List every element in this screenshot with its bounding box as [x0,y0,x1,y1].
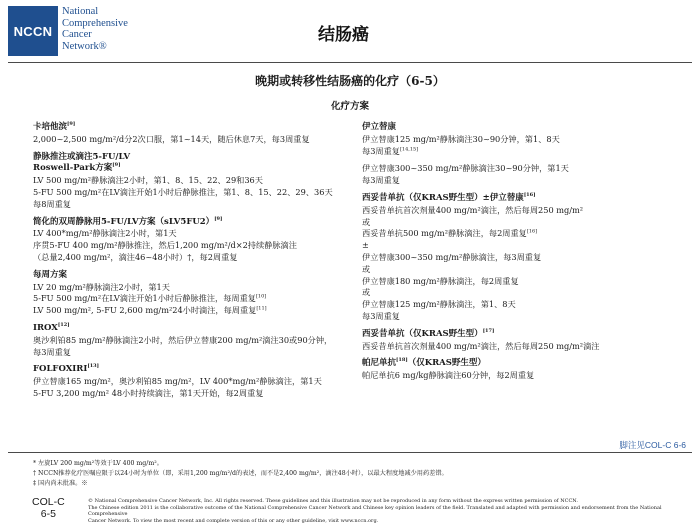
page-label-line: 6-5 [40,507,56,520]
regimen-line [33,347,348,359]
regimen-line [362,370,682,382]
regimen-line [33,240,348,252]
regimen-block [33,122,348,146]
regimen-block [362,122,682,187]
regimen-heading [33,163,348,175]
line-text: LV 500 mg/m², 5-FU 2,600 mg/m²24小时滴注，每周重复 [33,305,257,316]
reference-superscript: [9] [67,121,76,128]
reference-superscript: [11] [256,305,267,312]
regimen-line [33,305,348,317]
regimen-heading [33,122,348,134]
reference-superscript: [9] [112,162,121,169]
line-text: 每8周重复 [33,198,71,209]
line-text: 静脉推注或滴注5-FU/LV [33,151,131,162]
regimen-block [33,217,348,264]
line-text: 帕尼单抗 [362,358,397,369]
regimen-line [33,252,348,264]
copyright-notice [88,498,688,524]
regimen-block [33,152,348,211]
line-text: ± [362,240,369,251]
regimen-line [33,175,348,187]
line-text-tail: （仅KRAS野生型） [407,358,486,369]
line-text: LV 500 mg/m²静脉滴注2小时，第1、8、15、22、29和36天 [33,175,263,186]
line-text: 或 [362,287,371,298]
regimen-line [362,264,682,276]
regimen-line [33,293,348,305]
regimen-heading [362,329,682,341]
line-text: 每3周重复 [362,175,400,186]
page-label-line: COL-C [32,496,65,508]
line-text: 伊立替康125 mg/m²静脉滴注，第1、8天 [362,299,516,310]
line-text: （总量2,400 mg/m²，滴注46~48小时）†，每2周重复 [33,251,238,262]
line-text: 每3周重复 [33,346,71,357]
line-text: 或 [362,216,371,227]
reference-superscript: [14,15] [399,145,419,152]
regimen-heading [362,122,682,134]
line-text: 序贯5-FU 400 mg/m²静脉推注，然后1,200 mg/m²/d×2持续静脉滴注 [33,240,297,251]
line-text: 西妥昔单抗首次剂量400 mg/m²滴注，然后每周250 mg/m²滴注 [362,340,600,351]
page-number [32,497,65,520]
regimen-line [362,341,682,353]
logo-mark: NCCN [8,6,58,56]
line-text: Roswell-Park方案 [33,163,113,174]
regimen-line [33,376,348,388]
regimen-block [33,270,348,317]
line-text: 西妥昔单抗（仅KRAS野生型）±伊立替康 [362,192,524,203]
line-text: IROX [33,322,58,333]
regimen-heading [33,152,348,164]
regimen-heading [362,358,682,370]
footnote-link[interactable]: 脚注见COL-C 6-6 [619,440,686,450]
reference-superscript: [9] [214,215,223,222]
line-text: 或 [362,263,371,274]
line-text: 5-FU 3,200 mg/m² 48小时持续滴注，第1天开始，每2周重复 [33,387,264,398]
logo-line: Comprehensive [62,17,128,29]
logo-line: National [62,6,99,17]
left-column [33,122,348,406]
line-text: 伊立替康300~350 mg/m²静脉滴注30~90分钟，第1天 [362,163,569,174]
line-text: 5-FU 500 mg/m²在LV滴注开始1小时后静脉推注，第1、8、15、22、29、36天 [33,186,333,197]
copyright-line: © National Comprehensive Cancer Network, Inc. All rights reserved. These guidelines and this illustration may not be reproduced in any form without the express written permission of NCCN. [88,498,578,504]
regimen-line [33,388,348,400]
nccn-logo [8,6,154,56]
logo-wordmark [58,6,128,56]
regimen-block [362,329,682,353]
header-divider [8,62,692,63]
regimen-line [362,299,682,311]
regimen-line [33,199,348,211]
section-title: 化疗方案 [330,101,369,112]
regimen-line [362,287,682,299]
regimen-line [362,217,682,229]
regimen-line [362,240,682,252]
line-text: 伊立替康300~350 mg/m²静脉滴注，每3周重复 [362,251,542,262]
reference-superscript: [16] [526,228,538,235]
reference-superscript: [10] [255,293,267,300]
line-text: 每3周重复 [362,310,400,321]
regimen-heading [33,364,348,376]
line-text: 帕尼单抗6 mg/kg静脉滴注60分钟，每2周重复 [362,370,535,381]
regimen-line [362,175,682,187]
regimen-line [33,134,348,146]
footer-divider [8,452,692,453]
regimen-block [33,364,348,399]
logo-line: Cancer [62,29,92,40]
line-text: 2,000~2,500 mg/m²/d分2次口服，第1~14天，随后休息7天，每3周重复 [33,133,310,144]
document-subtitle: 晚期或转移性结肠癌的化疗（6-5） [255,74,445,88]
line-text: 伊立替康 [362,122,397,132]
footnote: ‡ 国内尚未批准。※ [33,479,88,487]
reference-superscript: [18] [396,357,408,364]
line-text: LV 400*mg/m²静脉滴注2小时，第1天 [33,228,177,239]
regimen-line [362,134,682,146]
regimen-heading [362,193,682,205]
line-text: 伊立替康125 mg/m²静脉滴注30~90分钟，第1、8天 [362,133,560,144]
page-title: 结肠癌 [318,25,369,45]
line-text: 伊立替康165 mg/m²，奥沙利铂85 mg/m²，LV 400*mg/m²静脉滴注，第1天 [33,376,322,387]
copyright-line: Cancer Network. To view the most recent and complete version of this or any other guideline, visit www.nccn.org. [88,517,379,524]
right-column [362,122,682,388]
line-text: 简化的双周静脉用5-FU/LV方案（sLV5FU2） [33,216,215,227]
reference-superscript: [12] [57,322,70,329]
footnote: † NCCN推荐化疗医嘱应限于以24小时为单位（即，采用1,200 mg/m²/d的表述，而不是2,400 mg/m²，滴注48小时），以最大程度地减少用药差错。 [33,469,448,477]
regimen-line [33,335,348,347]
reference-superscript: [17] [482,327,495,334]
reference-superscript: [16] [523,192,536,199]
line-text: 西妥昔单抗首次剂量400 mg/m²滴注，然后每周250 mg/m² [362,204,584,215]
logo-line: Network® [62,40,107,52]
regimen-line [362,228,682,240]
regimen-block [362,358,682,382]
line-text: 5-FU 500 mg/m²在LV滴注开始1小时后静脉推注，每周重复 [33,293,256,304]
line-text: 西妥昔单抗（仅KRAS野生型） [362,328,483,339]
line-text: FOLFOXIRI [33,364,88,375]
line-text: 奥沙利铂85 mg/m²静脉滴注2小时，然后伊立替康200 mg/m²滴注30或90分钟， [33,334,333,345]
line-text: LV 20 mg/m²静脉滴注2小时，第1天 [33,281,170,292]
line-text: 西妥昔单抗500 mg/m²静脉滴注，每2周重复 [362,228,527,239]
regimen-line [362,252,682,264]
regimen-block [362,193,682,323]
reference-superscript: [13] [87,363,100,370]
line-text: 卡培他滨 [33,122,68,132]
regimen-block [33,323,348,358]
regimen-line [362,205,682,217]
line-text: 伊立替康180 mg/m²静脉滴注，每2周重复 [362,275,519,286]
regimen-heading [33,270,348,282]
footnote: * 左旋LV 200 mg/m²等效于LV 400 mg/m²。 [33,460,163,467]
regimen-line [362,311,682,323]
regimen-heading [33,217,348,229]
line-text: 每3周重复 [362,145,400,156]
regimen-line [33,187,348,199]
regimen-heading [33,323,348,335]
regimen-line [362,276,682,288]
regimen-line [33,282,348,294]
regimen-line [362,163,682,175]
regimen-line [33,228,348,240]
regimen-line [362,146,682,158]
footnotes [33,459,448,488]
copyright-line: The Chinese edition 2011 is the collaborative outcome of the National Comprehensive Cancer Network and Chinese key opinion leaders of the field. Translated and adapted with permission and endorsement from the National Comprehensive [88,504,662,518]
line-text: 每周方案 [33,269,68,280]
